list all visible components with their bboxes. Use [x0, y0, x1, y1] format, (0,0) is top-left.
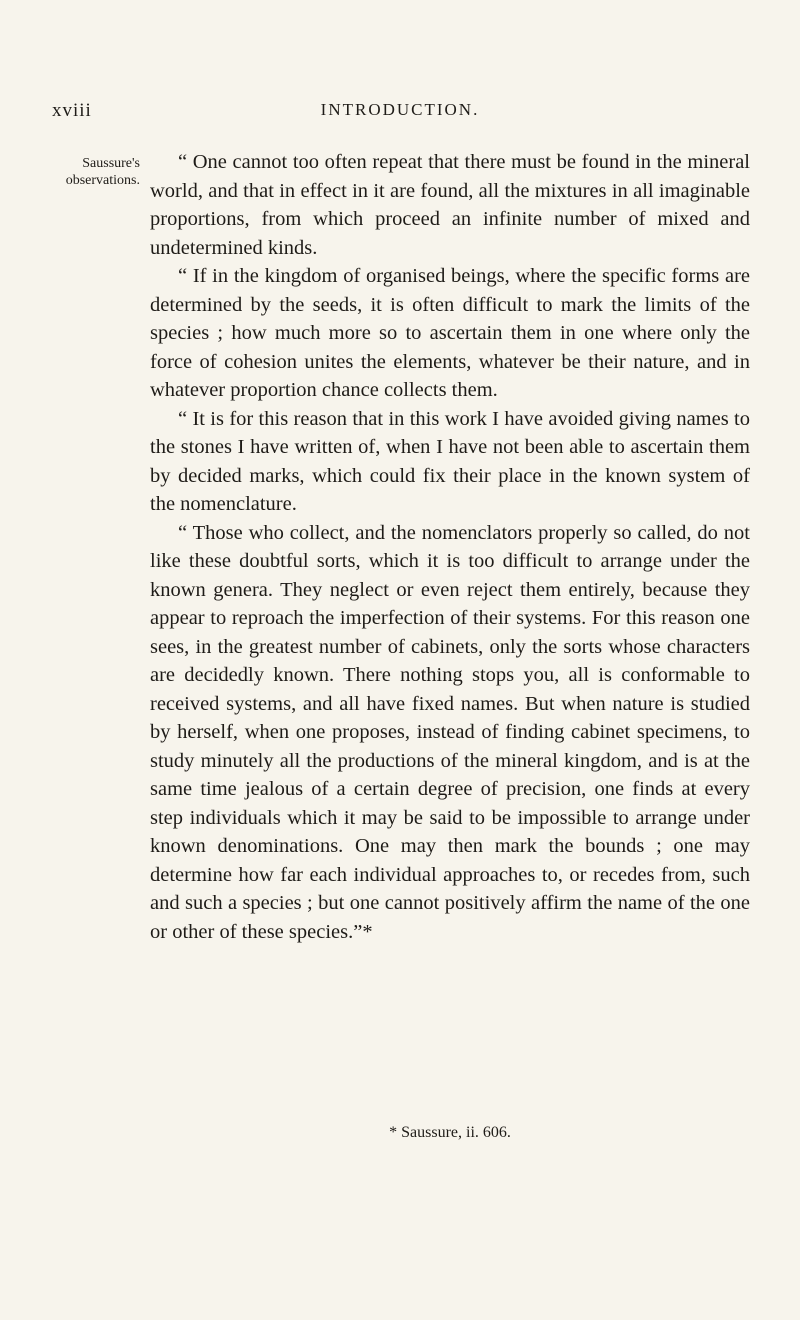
page-number: xviii	[52, 100, 92, 121]
main-text	[150, 148, 750, 946]
footnote: * Saussure, ii. 606.	[389, 1124, 511, 1141]
paragraph: “ Those who collect, and the nomenclators properly so called, do not like these doubtful sorts, which it is too difficult to arrange under the known genera. They neglect or even reject them entirely, because they appear to reproach the imperfection of their systems. For this reason one sees, in the greatest number of cabinets, only the sorts whose characters are decidedly known. There nothing stops you, all is conformable to received systems, and all have fixed names. But when nature is studied by herself, when one proposes, instead of finding cabinet specimens, to study minutely all the productions of the mineral kingdom, and is at the same time jealous of a certain degree of precision, one finds at every step individuals which it may be said to be impossible to arrange under known denominations. One may then mark the bounds ; one may determine how far each individual approaches to, or recedes from, such and such a species ; but one cannot positively affirm the name of the one or other of these species.”*	[150, 521, 750, 943]
paragraph: “ If in the kingdom of organised beings, where the specific forms are determined by the seeds, it is often difficult to mark the limits of the species ; how much more so to ascertain them in one where only the force of cohesion unites the elements, whatever be their nature, and in whatever proportion chance collects them.	[150, 265, 750, 401]
margin-note	[32, 155, 140, 189]
running-head: INTRODUCTION.	[320, 100, 480, 119]
margin-note-line: observations.	[65, 173, 140, 188]
paragraph: “ One cannot too often repeat that there must be found in the mineral world, and that in effect in it are found, all the mixtures in all imaginable proportions, from which proceed an infinite number of mixed and undetermined kinds.	[150, 151, 750, 259]
paragraph: “ It is for this reason that in this work I have avoided giving names to the stones I have written of, when I have not been able to ascertain them by decided marks, which could fix their place in the known system of the nomenclature.	[150, 407, 750, 515]
margin-note-line: Saussure's	[82, 156, 140, 171]
